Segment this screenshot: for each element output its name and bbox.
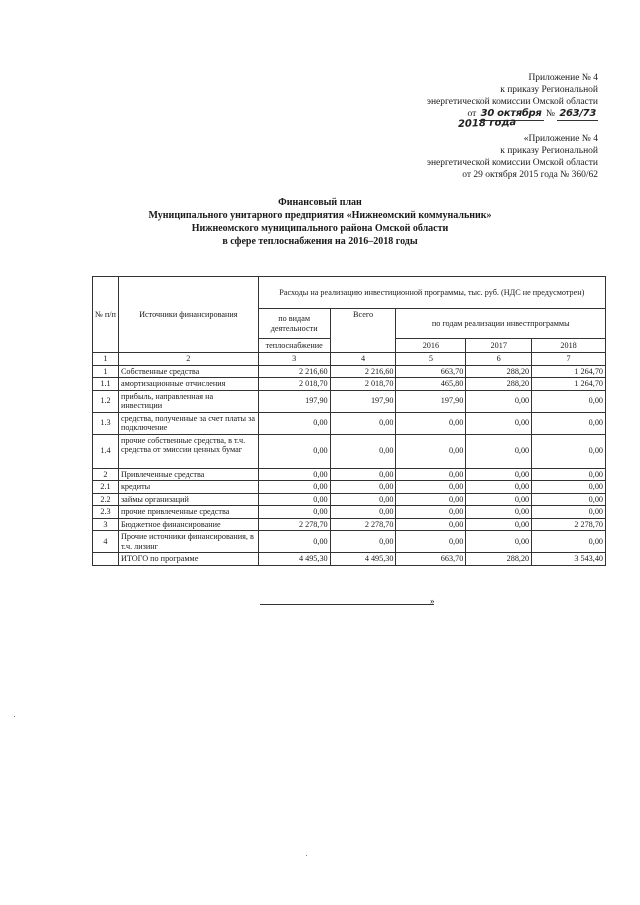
closing-quote: »: [430, 596, 435, 606]
row-2016-value: 0,00: [396, 531, 466, 553]
row-total-value: 0,00: [330, 493, 396, 506]
title-line1: Финансовый план: [278, 197, 362, 208]
row-number: 2.3: [93, 506, 119, 519]
row-2017-value: 0,00: [466, 434, 532, 468]
row-number: 2.2: [93, 493, 119, 506]
row-source-name: прочие привлеченные средства: [118, 506, 258, 519]
row-2018-value: 0,00: [532, 481, 606, 494]
title-line2: Муниципального унитарного предприятия «Нижнеомский коммунальник»: [148, 210, 492, 221]
row-heat-value: 0,00: [258, 531, 330, 553]
row-2016-value: 0,00: [396, 518, 466, 531]
row-source-name: Привлеченные средства: [118, 468, 258, 481]
row-2016-value: 663,70: [396, 365, 466, 378]
appendix-old-line3: энергетической комиссии Омской области: [426, 158, 598, 168]
header-year-2017: 2017: [466, 339, 532, 353]
row-2016-value: 663,70: [396, 553, 466, 566]
row-source-name: Собственные средства: [118, 365, 258, 378]
column-index: 1: [93, 353, 119, 366]
row-total-value: 2 278,70: [330, 518, 396, 531]
table-row: [93, 531, 606, 553]
row-2016-value: 0,00: [396, 481, 466, 494]
row-heat-value: 2 018,70: [258, 378, 330, 391]
table-row: [93, 553, 606, 566]
header-row-1: [93, 277, 606, 309]
appendix-old-line1: «Приложение № 4: [523, 134, 598, 144]
appendix-new-line2: к приказу Региональной: [500, 85, 598, 95]
title-line4: в сфере теплоснабжения на 2016–2018 годы: [222, 236, 418, 247]
row-heat-value: 0,00: [258, 481, 330, 494]
closing-underline: [260, 598, 434, 605]
row-source-name: прибыль, направленная на инвестиции: [118, 390, 258, 412]
row-total-value: 2 216,60: [330, 365, 396, 378]
row-2018-value: 1 264,70: [532, 365, 606, 378]
header-no: № п/п: [93, 277, 119, 353]
appendix-new-line3: энергетической комиссии Омской области: [426, 97, 598, 107]
table-row: [93, 518, 606, 531]
row-total-value: 4 495,30: [330, 553, 396, 566]
row-total-value: 0,00: [330, 481, 396, 494]
appendix-old-line4: от 29 октября 2015 года № 360/62: [462, 170, 598, 180]
title-line3: Нижнеомского муниципального района Омской области: [191, 223, 449, 234]
column-index: 3: [258, 353, 330, 366]
row-heat-value: 197,90: [258, 390, 330, 412]
row-heat-value: 4 495,30: [258, 553, 330, 566]
row-2016-value: 0,00: [396, 506, 466, 519]
row-2017-value: 288,20: [466, 553, 532, 566]
header-by-activity: по видам деятельности: [258, 309, 330, 339]
appendix-header-old: [427, 133, 598, 181]
column-index: 6: [466, 353, 532, 366]
row-2018-value: 0,00: [532, 506, 606, 519]
column-index: 5: [396, 353, 466, 366]
row-source-name: Прочие источники финансирования, в т.ч. лизинг: [118, 531, 258, 553]
row-2017-value: 288,20: [466, 378, 532, 391]
row-source-name: прочие собственные средства, в т.ч. средства от эмиссии ценных бумаг: [118, 434, 258, 468]
row-2018-value: 1 264,70: [532, 378, 606, 391]
row-2018-value: 3 543,40: [532, 553, 606, 566]
row-total-value: 0,00: [330, 468, 396, 481]
header-by-year: по годам реализации инвестпрограммы: [396, 309, 606, 339]
row-2018-value: 0,00: [532, 390, 606, 412]
row-number: 2: [93, 468, 119, 481]
row-2016-value: 465,80: [396, 378, 466, 391]
table-row: [93, 378, 606, 391]
header-year-2018: 2018: [532, 339, 606, 353]
table-row: [93, 365, 606, 378]
column-index: 2: [118, 353, 258, 366]
appendix-new-prefix-from: от: [467, 109, 477, 119]
header-source: Источники финансирования: [118, 277, 258, 353]
row-number: 1.3: [93, 412, 119, 434]
handwritten-date: 30 октября: [480, 108, 542, 119]
document-title: [0, 196, 640, 248]
row-2018-value: 0,00: [532, 531, 606, 553]
row-2018-value: 0,00: [532, 468, 606, 481]
appendix-new-line1: Приложение № 4: [528, 73, 598, 83]
row-2018-value: 0,00: [532, 493, 606, 506]
row-2016-value: 0,00: [396, 434, 466, 468]
table-row: [93, 434, 606, 468]
row-number: 1.2: [93, 390, 119, 412]
header-heat: теплоснабжение: [258, 339, 330, 353]
table-row: [93, 468, 606, 481]
scan-speck: [306, 855, 307, 856]
scan-speck: [14, 716, 15, 717]
row-heat-value: 0,00: [258, 412, 330, 434]
row-2016-value: 0,00: [396, 412, 466, 434]
table-row: [93, 493, 606, 506]
row-number: 4: [93, 531, 119, 553]
row-2018-value: 0,00: [532, 412, 606, 434]
header-year-2016: 2016: [396, 339, 466, 353]
row-total-value: 0,00: [330, 506, 396, 519]
row-2017-value: 0,00: [466, 481, 532, 494]
table-row: [93, 506, 606, 519]
row-2017-value: 0,00: [466, 531, 532, 553]
row-source-name: амортизационные отчисления: [118, 378, 258, 391]
row-2018-value: 0,00: [532, 434, 606, 468]
table-row: [93, 412, 606, 434]
appendix-old-line2: к приказу Региональной: [500, 146, 598, 156]
column-index: 7: [532, 353, 606, 366]
row-heat-value: 0,00: [258, 434, 330, 468]
header-expenses: Расходы на реализацию инвестиционной программы, тыс. руб. (НДС не предусмотрен): [258, 277, 605, 309]
handwritten-year: 2018 года: [457, 116, 517, 131]
row-source-name: Бюджетное финансирование: [118, 518, 258, 531]
table-row: [93, 390, 606, 412]
row-2017-value: 288,20: [466, 365, 532, 378]
row-total-value: 0,00: [330, 531, 396, 553]
row-source-name: займы организаций: [118, 493, 258, 506]
row-2017-value: 0,00: [466, 506, 532, 519]
row-2016-value: 0,00: [396, 493, 466, 506]
row-number: 2.1: [93, 481, 119, 494]
row-total-value: 197,90: [330, 390, 396, 412]
row-number: 1.1: [93, 378, 119, 391]
appendix-new-prefix-no: №: [545, 109, 555, 119]
table-row: [93, 481, 606, 494]
row-source-name: ИТОГО по программе: [118, 553, 258, 566]
handwritten-number: 263/73: [559, 108, 596, 119]
row-total-value: 0,00: [330, 412, 396, 434]
row-total-value: 0,00: [330, 434, 396, 468]
row-2016-value: 0,00: [396, 468, 466, 481]
row-number: 1.4: [93, 434, 119, 468]
column-index: 4: [330, 353, 396, 366]
row-2017-value: 0,00: [466, 412, 532, 434]
row-heat-value: 0,00: [258, 506, 330, 519]
row-total-value: 2 018,70: [330, 378, 396, 391]
row-2017-value: 0,00: [466, 518, 532, 531]
row-number: 3: [93, 518, 119, 531]
row-2016-value: 197,90: [396, 390, 466, 412]
row-source-name: кредиты: [118, 481, 258, 494]
row-2018-value: 2 278,70: [532, 518, 606, 531]
row-2017-value: 0,00: [466, 493, 532, 506]
row-2017-value: 0,00: [466, 390, 532, 412]
row-heat-value: 2 278,70: [258, 518, 330, 531]
row-heat-value: 0,00: [258, 493, 330, 506]
row-source-name: средства, полученные за счет платы за подключение: [118, 412, 258, 434]
header-total: Всего: [330, 309, 396, 353]
row-heat-value: 0,00: [258, 468, 330, 481]
column-index-row: [93, 353, 606, 366]
row-number: 1: [93, 365, 119, 378]
row-2017-value: 0,00: [466, 468, 532, 481]
row-heat-value: 2 216,60: [258, 365, 330, 378]
row-number: [93, 553, 119, 566]
appendix-header-new: [427, 72, 598, 121]
financial-plan-table: [92, 276, 606, 566]
